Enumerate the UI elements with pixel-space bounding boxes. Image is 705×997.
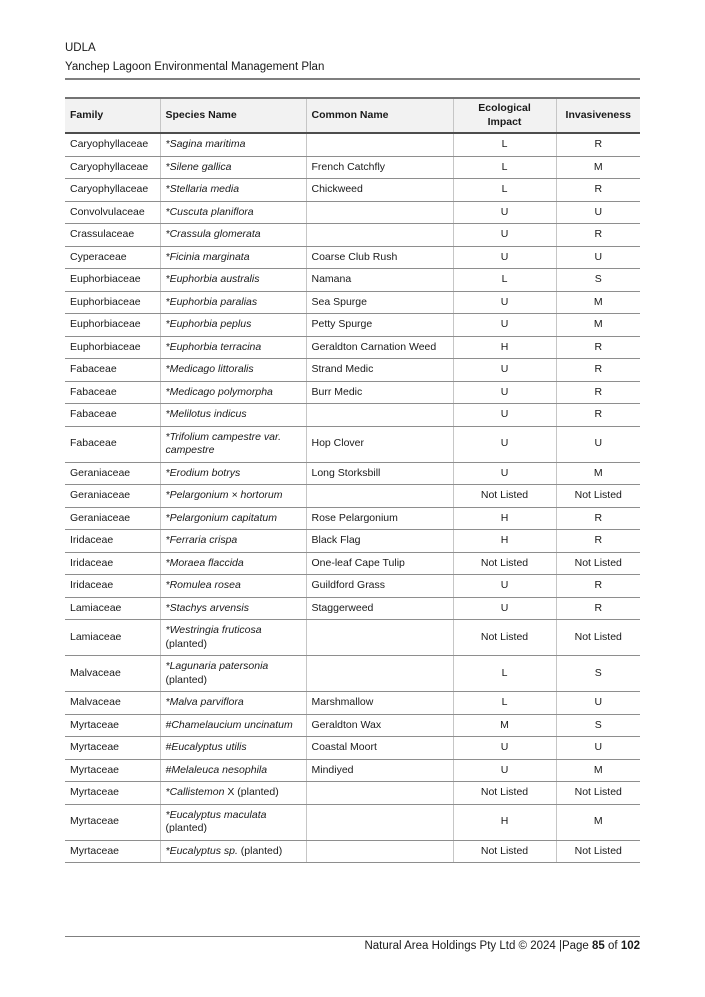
invasiveness-cell: U — [556, 737, 640, 760]
common-name-cell — [306, 224, 453, 247]
ecological-impact-cell: U — [453, 291, 556, 314]
species-note: X (planted) — [224, 786, 279, 798]
table-row — [65, 291, 640, 314]
ecological-impact-cell: U — [453, 359, 556, 382]
ecological-impact-cell: U — [453, 224, 556, 247]
family-cell: Cyperaceae — [65, 246, 160, 269]
common-name-cell — [306, 201, 453, 224]
invasiveness-cell: U — [556, 692, 640, 715]
species-name-italic: *Euphorbia australis — [165, 273, 260, 285]
invasiveness-cell: R — [556, 133, 640, 156]
common-name-cell: One-leaf Cape Tulip — [306, 552, 453, 575]
column-header-family: Family — [65, 98, 160, 133]
species-cell — [160, 737, 306, 760]
species-name-italic: *Lagunaria patersonia — [165, 660, 269, 672]
common-name-cell: French Catchfly — [306, 156, 453, 179]
species-cell — [160, 133, 306, 156]
doc-org: UDLA — [65, 42, 96, 54]
invasiveness-cell: M — [556, 314, 640, 337]
species-cell — [160, 656, 306, 692]
invasiveness-cell: R — [556, 575, 640, 598]
species-name-italic: *Euphorbia paralias — [165, 295, 258, 308]
common-name-cell: Petty Spurge — [306, 314, 453, 337]
column-header-common-name: Common Name — [306, 98, 453, 133]
species-name-italic: #Melaleuca nesophila — [165, 763, 268, 776]
family-cell: Myrtaceae — [65, 804, 160, 840]
family-cell: Caryophyllaceae — [65, 156, 160, 179]
footer-page-number: 85 — [592, 940, 605, 952]
table-row — [65, 552, 640, 575]
family-cell: Geraniaceae — [65, 507, 160, 530]
common-name-cell: Coastal Moort — [306, 737, 453, 760]
family-cell: Euphorbiaceae — [65, 269, 160, 292]
species-name-italic: *Malva parviflora — [165, 696, 244, 708]
species-name-italic: *Romulea rosea — [165, 579, 241, 591]
doc-title: Yanchep Lagoon Environmental Management Plan — [65, 61, 325, 73]
species-name-italic: *Stellaria media — [165, 183, 240, 195]
invasiveness-cell: M — [556, 156, 640, 179]
species-cell — [160, 620, 306, 656]
family-cell: Myrtaceae — [65, 840, 160, 863]
species-cell — [160, 575, 306, 598]
table-row — [65, 462, 640, 485]
invasiveness-cell: S — [556, 269, 640, 292]
invasiveness-cell: U — [556, 426, 640, 462]
ecological-impact-cell: U — [453, 404, 556, 427]
ecological-impact-cell: U — [453, 314, 556, 337]
species-name-italic: *Westringia fruticosa — [165, 624, 262, 636]
species-cell — [160, 314, 306, 337]
invasiveness-cell: Not Listed — [556, 620, 640, 656]
species-cell — [160, 759, 306, 782]
species-name-italic: *Eucalyptus sp. — [165, 844, 238, 857]
species-cell — [160, 336, 306, 359]
ecological-impact-cell: Not Listed — [453, 782, 556, 805]
species-name-italic: *Sagina maritima — [165, 138, 246, 150]
ecological-impact-cell: U — [453, 462, 556, 485]
family-cell: Myrtaceae — [65, 714, 160, 737]
invasiveness-cell: R — [556, 224, 640, 247]
species-note: (planted) — [165, 822, 207, 834]
species-cell — [160, 224, 306, 247]
family-cell: Myrtaceae — [65, 782, 160, 805]
table-row — [65, 179, 640, 202]
column-header-species-name: Species Name — [160, 98, 306, 133]
species-cell — [160, 269, 306, 292]
table-row — [65, 224, 640, 247]
common-name-cell: Namana — [306, 269, 453, 292]
common-name-cell: Coarse Club Rush — [306, 246, 453, 269]
species-cell — [160, 201, 306, 224]
ecological-impact-cell: L — [453, 156, 556, 179]
species-name-italic: *Ferraria crispa — [165, 534, 238, 546]
species-note: (planted) — [165, 637, 207, 650]
invasiveness-cell: R — [556, 359, 640, 382]
invasiveness-cell: R — [556, 404, 640, 427]
species-cell — [160, 156, 306, 179]
table-row — [65, 314, 640, 337]
table-row — [65, 426, 640, 462]
family-cell: Malvaceae — [65, 656, 160, 692]
common-name-cell — [306, 620, 453, 656]
table-row — [65, 692, 640, 715]
page-footer — [65, 936, 640, 952]
family-cell: Iridaceae — [65, 575, 160, 598]
common-name-cell: Black Flag — [306, 530, 453, 553]
species-cell — [160, 246, 306, 269]
common-name-cell: Mindiyed — [306, 759, 453, 782]
common-name-cell: Long Storksbill — [306, 462, 453, 485]
species-name-italic: *Silene gallica — [165, 160, 232, 173]
invasiveness-cell: Not Listed — [556, 782, 640, 805]
family-cell: Myrtaceae — [65, 737, 160, 760]
ecological-impact-cell: Not Listed — [453, 620, 556, 656]
table-row — [65, 404, 640, 427]
common-name-cell: Geraldton Carnation Weed — [306, 336, 453, 359]
common-name-cell: Hop Clover — [306, 426, 453, 462]
species-cell — [160, 359, 306, 382]
footer-total-pages: 102 — [620, 940, 640, 952]
table-row — [65, 201, 640, 224]
common-name-cell: Marshmallow — [306, 692, 453, 715]
family-cell: Iridaceae — [65, 530, 160, 553]
species-name-italic: *Crassula glomerata — [165, 228, 261, 240]
table-row — [65, 359, 640, 382]
invasiveness-cell: R — [556, 530, 640, 553]
species-name-italic: *Moraea flaccida — [165, 556, 244, 569]
common-name-cell: Geraldton Wax — [306, 714, 453, 737]
ecological-impact-cell: L — [453, 692, 556, 715]
species-cell — [160, 782, 306, 805]
family-cell: Caryophyllaceae — [65, 179, 160, 202]
species-note: (planted) — [165, 673, 207, 686]
invasiveness-cell: S — [556, 656, 640, 692]
species-table — [65, 97, 640, 863]
family-cell: Malvaceae — [65, 692, 160, 715]
common-name-cell: Strand Medic — [306, 359, 453, 382]
species-cell — [160, 552, 306, 575]
table-row — [65, 782, 640, 805]
family-cell: Myrtaceae — [65, 759, 160, 782]
table-row — [65, 804, 640, 840]
ecological-impact-cell: U — [453, 381, 556, 404]
common-name-cell: Staggerweed — [306, 597, 453, 620]
ecological-impact-cell: U — [453, 426, 556, 462]
species-name-italic: *Cuscuta planiflora — [165, 205, 254, 218]
table-row — [65, 714, 640, 737]
ecological-impact-cell: Not Listed — [453, 552, 556, 575]
table-row — [65, 656, 640, 692]
ecological-impact-cell: Not Listed — [453, 485, 556, 508]
species-cell — [160, 485, 306, 508]
table-row — [65, 133, 640, 156]
species-cell — [160, 507, 306, 530]
invasiveness-cell: M — [556, 291, 640, 314]
species-cell — [160, 404, 306, 427]
column-header-invasiveness: Invasiveness — [556, 98, 640, 133]
family-cell: Euphorbiaceae — [65, 336, 160, 359]
invasiveness-cell: Not Listed — [556, 485, 640, 508]
species-name-italic: *Medicago polymorpha — [165, 385, 273, 398]
family-cell: Iridaceae — [65, 552, 160, 575]
invasiveness-cell: M — [556, 462, 640, 485]
column-header-ecological-impact: Ecological Impact — [453, 98, 556, 133]
footer-of: of — [604, 940, 621, 952]
common-name-cell: Guildford Grass — [306, 575, 453, 598]
common-name-cell: Rose Pelargonium — [306, 507, 453, 530]
common-name-cell: Sea Spurge — [306, 291, 453, 314]
species-name-italic: *Trifolium campestre var. campestre — [165, 430, 282, 456]
invasiveness-cell: R — [556, 381, 640, 404]
species-name-italic: *Erodium botrys — [165, 466, 241, 479]
species-cell — [160, 714, 306, 737]
invasiveness-cell: R — [556, 179, 640, 202]
common-name-cell: Burr Medic — [306, 381, 453, 404]
table-row — [65, 156, 640, 179]
family-cell: Lamiaceae — [65, 620, 160, 656]
footer-company: Natural Area Holdings Pty Ltd © 2024 |Page — [364, 940, 593, 952]
family-cell: Lamiaceae — [65, 597, 160, 620]
common-name-cell — [306, 656, 453, 692]
species-cell — [160, 291, 306, 314]
family-cell: Convolvulaceae — [65, 201, 160, 224]
ecological-impact-cell: U — [453, 597, 556, 620]
table-row — [65, 530, 640, 553]
invasiveness-cell: S — [556, 714, 640, 737]
species-name-italic: *Pelargonium × hortorum — [165, 489, 283, 501]
family-cell: Fabaceae — [65, 426, 160, 462]
species-name-italic: *Melilotus indicus — [165, 408, 247, 420]
species-name-italic: *Eucalyptus maculata — [165, 808, 267, 821]
family-cell: Euphorbiaceae — [65, 291, 160, 314]
ecological-impact-cell: Not Listed — [453, 840, 556, 863]
species-cell — [160, 381, 306, 404]
invasiveness-cell: R — [556, 597, 640, 620]
ecological-impact-cell: L — [453, 656, 556, 692]
common-name-cell — [306, 782, 453, 805]
species-name-italic: *Callistemon — [165, 786, 225, 798]
table-row — [65, 269, 640, 292]
ecological-impact-cell: U — [453, 246, 556, 269]
table-header-row — [65, 98, 640, 133]
table-row — [65, 737, 640, 760]
common-name-cell: Chickweed — [306, 179, 453, 202]
species-name-italic: #Chamelaucium uncinatum — [165, 718, 293, 731]
species-cell — [160, 597, 306, 620]
species-note: (planted) — [237, 844, 283, 857]
species-cell — [160, 179, 306, 202]
ecological-impact-cell: U — [453, 759, 556, 782]
family-cell: Geraniaceae — [65, 462, 160, 485]
ecological-impact-cell: U — [453, 201, 556, 224]
family-cell: Fabaceae — [65, 404, 160, 427]
table-row — [65, 507, 640, 530]
footer-text — [364, 940, 640, 952]
family-cell: Crassulaceae — [65, 224, 160, 247]
species-name-italic: #Eucalyptus utilis — [165, 741, 247, 753]
invasiveness-cell: M — [556, 804, 640, 840]
common-name-cell — [306, 485, 453, 508]
common-name-cell — [306, 404, 453, 427]
ecological-impact-cell: M — [453, 714, 556, 737]
family-cell: Fabaceae — [65, 359, 160, 382]
table-row — [65, 246, 640, 269]
species-cell — [160, 462, 306, 485]
common-name-cell — [306, 804, 453, 840]
ecological-impact-cell: H — [453, 336, 556, 359]
invasiveness-cell: Not Listed — [556, 840, 640, 863]
species-name-italic: *Pelargonium capitatum — [165, 511, 277, 524]
table-row — [65, 381, 640, 404]
invasiveness-cell: U — [556, 246, 640, 269]
table-row — [65, 575, 640, 598]
table-row — [65, 620, 640, 656]
table-row — [65, 485, 640, 508]
ecological-impact-cell: L — [453, 133, 556, 156]
invasiveness-cell: U — [556, 201, 640, 224]
species-cell — [160, 840, 306, 863]
ecological-impact-cell: H — [453, 530, 556, 553]
common-name-cell — [306, 840, 453, 863]
family-cell: Euphorbiaceae — [65, 314, 160, 337]
species-name-italic: *Euphorbia peplus — [165, 318, 252, 330]
ecological-impact-cell: L — [453, 269, 556, 292]
ecological-impact-cell: U — [453, 575, 556, 598]
family-cell: Caryophyllaceae — [65, 133, 160, 156]
invasiveness-cell: Not Listed — [556, 552, 640, 575]
species-name-italic: *Medicago littoralis — [165, 363, 254, 375]
species-name-italic: *Stachys arvensis — [165, 601, 249, 614]
species-cell — [160, 426, 306, 462]
table-row — [65, 840, 640, 863]
ecological-impact-cell: H — [453, 507, 556, 530]
table-row — [65, 336, 640, 359]
species-cell — [160, 804, 306, 840]
family-cell: Fabaceae — [65, 381, 160, 404]
invasiveness-cell: M — [556, 759, 640, 782]
invasiveness-cell: R — [556, 336, 640, 359]
species-cell — [160, 530, 306, 553]
invasiveness-cell: R — [556, 507, 640, 530]
ecological-impact-cell: U — [453, 737, 556, 760]
species-table-body — [65, 133, 640, 863]
species-name-italic: *Ficinia marginata — [165, 250, 250, 263]
ecological-impact-cell: H — [453, 804, 556, 840]
table-row — [65, 759, 640, 782]
document-header — [65, 39, 640, 80]
family-cell: Geraniaceae — [65, 485, 160, 508]
species-name-italic: *Euphorbia terracina — [165, 340, 262, 353]
common-name-cell — [306, 133, 453, 156]
table-row — [65, 597, 640, 620]
ecological-impact-cell: L — [453, 179, 556, 202]
species-cell — [160, 692, 306, 715]
